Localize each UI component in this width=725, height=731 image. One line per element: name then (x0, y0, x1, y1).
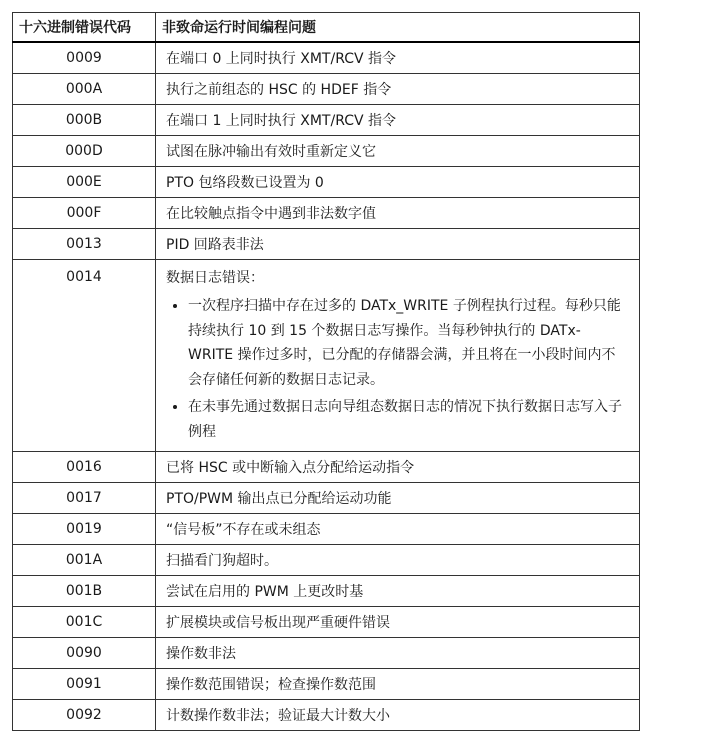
column-header-description: 非致命运行时间编程问题 (156, 13, 640, 43)
error-code-cell: 000B (13, 105, 156, 136)
error-code-cell: 0009 (13, 42, 156, 74)
table-header-row (13, 13, 640, 43)
description-heading: 数据日志错误： (166, 270, 264, 286)
table-row (13, 136, 640, 167)
description-cell: “信号板”不存在或未组态 (156, 514, 640, 545)
table-row (13, 74, 640, 105)
table-row (13, 638, 640, 669)
table-row (13, 42, 640, 74)
description-cell: PTO/PWM 输出点已分配给运动功能 (156, 483, 640, 514)
table-row (13, 607, 640, 638)
description-cell: 执行之前组态的 HSC 的 HDEF 指令 (156, 74, 640, 105)
column-header-code: 十六进制错误代码 (13, 13, 156, 43)
error-code-cell: 0013 (13, 229, 156, 260)
table-row (13, 198, 640, 229)
description-cell: 操作数非法 (156, 638, 640, 669)
description-cell: 在端口 1 上同时执行 XMT/RCV 指令 (156, 105, 640, 136)
error-code-cell: 000F (13, 198, 156, 229)
table-row (13, 514, 640, 545)
error-code-cell: 001B (13, 576, 156, 607)
description-cell: 已将 HSC 或中断输入点分配给运动指令 (156, 452, 640, 483)
error-code-cell: 0014 (13, 260, 156, 452)
error-code-cell: 001C (13, 607, 156, 638)
table-row (13, 576, 640, 607)
error-code-cell: 0019 (13, 514, 156, 545)
table-row (13, 167, 640, 198)
error-code-cell: 0091 (13, 669, 156, 700)
description-cell: 在比较触点指令中遇到非法数字值 (156, 198, 640, 229)
table-row (13, 545, 640, 576)
error-code-cell: 000E (13, 167, 156, 198)
table-row (13, 260, 640, 452)
description-cell: PID 回路表非法 (156, 229, 640, 260)
description-cell: 试图在脉冲输出有效时重新定义它 (156, 136, 640, 167)
bullet-list (166, 294, 625, 444)
table-row (13, 452, 640, 483)
description-cell (156, 260, 640, 452)
error-code-cell: 000A (13, 74, 156, 105)
error-code-cell: 0017 (13, 483, 156, 514)
description-cell: PTO 包络段数已设置为 0 (156, 167, 640, 198)
table-row (13, 229, 640, 260)
description-cell: 尝试在启用的 PWM 上更改时基 (156, 576, 640, 607)
description-cell: 扫描看门狗超时。 (156, 545, 640, 576)
table-row (13, 669, 640, 700)
table-row (13, 105, 640, 136)
table-row (13, 700, 640, 731)
description-cell: 操作数范围错误；检查操作数范围 (156, 669, 640, 700)
error-code-cell: 0092 (13, 700, 156, 731)
description-cell: 在端口 0 上同时执行 XMT/RCV 指令 (156, 42, 640, 74)
error-code-table (12, 12, 640, 731)
table-row (13, 483, 640, 514)
error-code-cell: 001A (13, 545, 156, 576)
description-cell: 扩展模块或信号板出现严重硬件错误 (156, 607, 640, 638)
error-code-cell: 0016 (13, 452, 156, 483)
bullet-item: • 一次程序扫描中存在过多的 DATx_WRITE 子例程执行过程。每秒只能持续执行 10 到 15 个数据日志写操作。当每秒钟执行的 DATx-WRITE 操作过多时，已分配的存储器会满，并且将在一小段时间内不会存储任何新的数据日志记录。 (188, 294, 625, 392)
description-cell: 计数操作数非法；验证最大计数大小 (156, 700, 640, 731)
error-code-cell: 000D (13, 136, 156, 167)
bullet-item: • 在未事先通过数据日志向导组态数据日志的情况下执行数据日志写入子例程 (188, 395, 625, 444)
error-code-cell: 0090 (13, 638, 156, 669)
